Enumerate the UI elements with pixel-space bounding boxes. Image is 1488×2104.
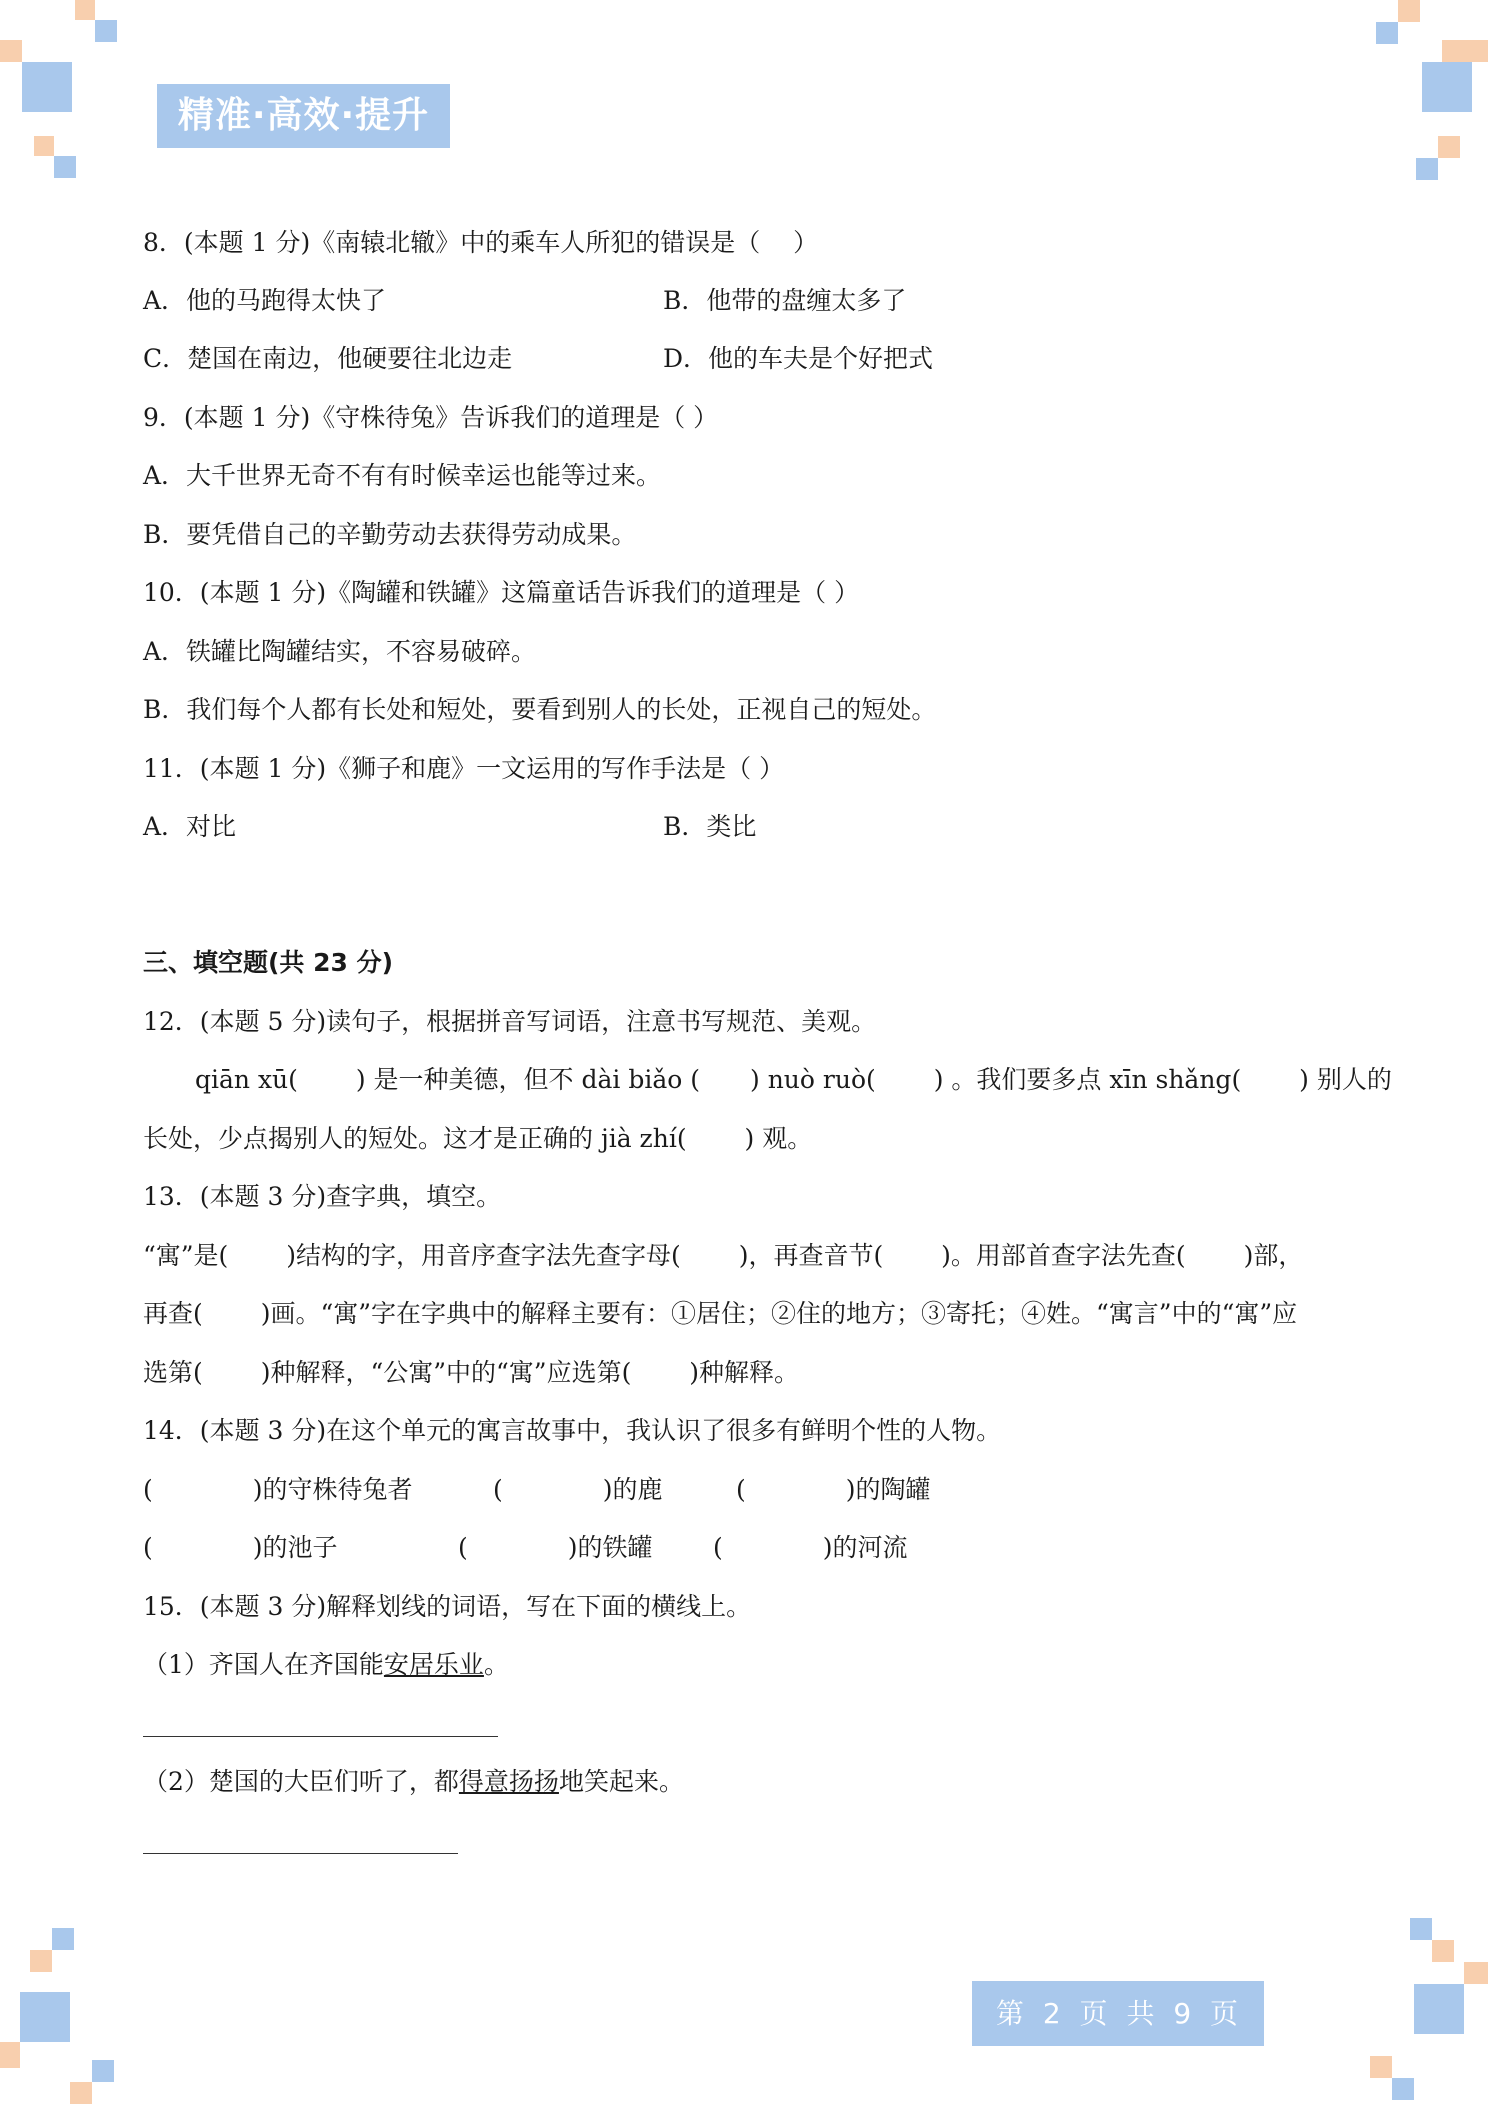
question-14-blank-item: ( )的守株待兔者 — [143, 1475, 413, 1504]
question-8-stem: 8．(本题 1 分)《南辕北辙》中的乘车人所犯的错误是（ ） — [143, 228, 819, 257]
page-number-badge: 第 2 页 共 9 页 — [972, 1981, 1264, 2046]
question-11-option-a: A．对比 — [143, 812, 237, 841]
question-9-option-b: B．要凭借自己的辛勤劳动去获得劳动成果。 — [143, 520, 637, 549]
question-13-stem: 13．(本题 3 分)查字典，填空。 — [143, 1182, 502, 1211]
question-12-line-1: qiān xū( ) 是一种美德，但不 dài biǎo ( ) nuò ruò( ) 。我们要多点 xīn shǎng( ) 别人的 — [195, 1065, 1392, 1094]
question-14-blank-item: ( )的陶罐 — [736, 1475, 931, 1504]
question-8-option-d: D．他的车夫是个好把式 — [663, 344, 934, 373]
question-12-line-2: 长处，少点揭别人的短处。这才是正确的 jià zhí( ) 观。 — [143, 1124, 813, 1153]
question-10-option-a: A．铁罐比陶罐结实，不容易破碎。 — [143, 637, 537, 666]
underlined-phrase: 得意扬扬 — [458, 1767, 559, 1796]
question-14-blank-item: ( )的鹿 — [493, 1475, 663, 1504]
question-14-blank-item: ( )的铁罐 — [458, 1533, 653, 1562]
question-8-option-b: B．他带的盘缠太多了 — [663, 286, 907, 315]
question-13-line-1: “寓”是( )结构的字，用音序查字法先查字母( )，再查音节( )。用部首查字法先查( )部， — [143, 1241, 1304, 1270]
question-10-stem: 10．(本题 1 分)《陶罐和铁罐》这篇童话告诉我们的道理是（ ） — [143, 578, 860, 607]
question-15-part-1 — [143, 1648, 509, 1682]
answer-line-1[interactable] — [143, 1736, 498, 1737]
answer-line-2[interactable] — [143, 1853, 458, 1854]
question-11-option-b: B．类比 — [663, 812, 757, 841]
question-14-blank-item: ( )的河流 — [713, 1533, 908, 1562]
question-15-part-1-suffix: 。 — [483, 1650, 509, 1679]
question-10-option-b: B．我们每个人都有长处和短处，要看到别人的长处，正视自己的短处。 — [143, 695, 937, 724]
question-11-stem: 11．(本题 1 分)《狮子和鹿》一文运用的写作手法是（ ） — [143, 754, 785, 783]
question-14-stem: 14．(本题 3 分)在这个单元的寓言故事中，我认识了很多有鲜明个性的人物。 — [143, 1416, 1002, 1445]
question-14-blank-item: ( )的池子 — [143, 1533, 338, 1562]
question-8-option-a: A．他的马跑得太快了 — [143, 286, 387, 315]
question-13-line-2: 再查( )画。“寓”字在字典中的解释主要有：①居住；②住的地方；③寄托；④姓。“寓言”中的“寓”应 — [143, 1299, 1298, 1328]
header-banner: 精准·高效·提升 — [157, 84, 450, 148]
question-15-stem: 15．(本题 3 分)解释划线的词语，写在下面的横线上。 — [143, 1592, 752, 1621]
underlined-phrase: 安居乐业 — [383, 1650, 484, 1679]
section-3-title: 三、填空题(共 23 分) — [143, 948, 394, 977]
question-9-stem: 9．(本题 1 分)《守株待兔》告诉我们的道理是（ ） — [143, 403, 719, 432]
question-15-part-2-prefix: （2）楚国的大臣们听了，都 — [143, 1767, 459, 1796]
question-9-option-a: A．大千世界无奇不有有时候幸运也能等过来。 — [143, 461, 662, 490]
question-15-part-2 — [143, 1765, 684, 1799]
question-8-option-c: C．楚国在南边，他硬要往北边走 — [143, 344, 513, 373]
question-15-part-2-suffix: 地笑起来。 — [558, 1767, 684, 1796]
question-13-line-3: 选第( )种解释，“公寓”中的“寓”应选第( )种解释。 — [143, 1358, 800, 1387]
question-12-stem: 12．(本题 5 分)读句子，根据拼音写词语，注意书写规范、美观。 — [143, 1007, 877, 1036]
question-15-part-1-prefix: （1）齐国人在齐国能 — [143, 1650, 384, 1679]
